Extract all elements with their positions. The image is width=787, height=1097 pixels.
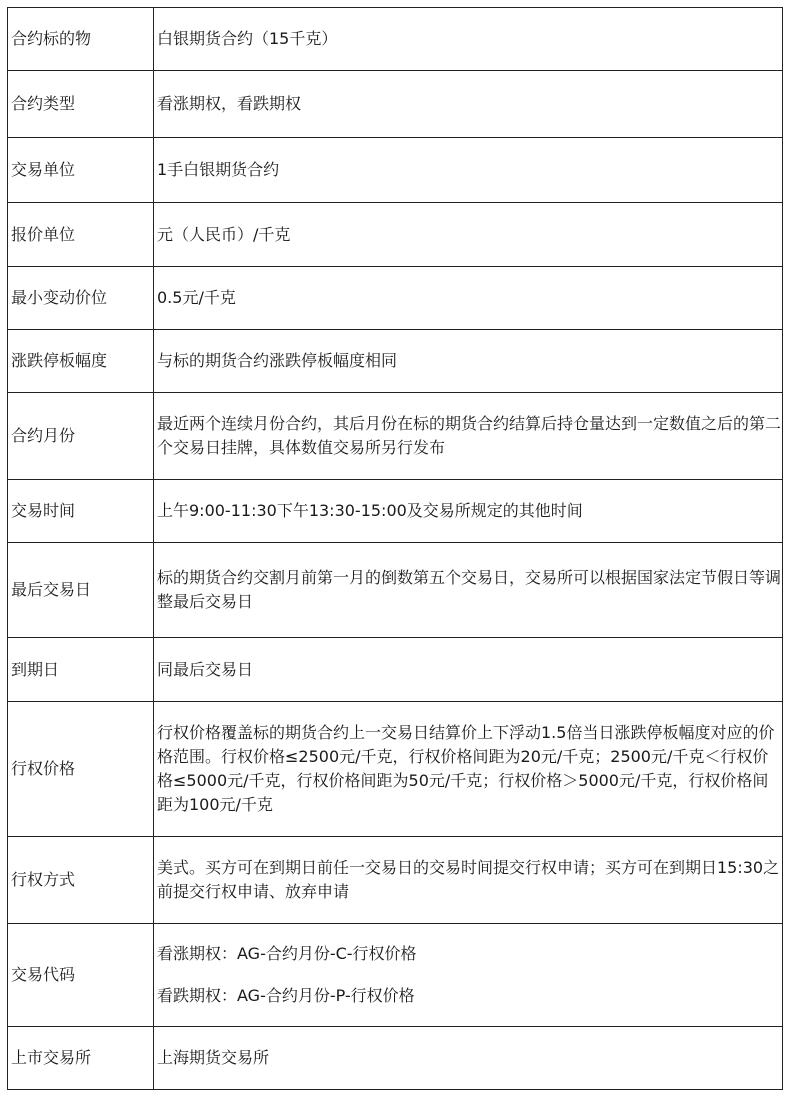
row-value: 美式。买方可在到期日前任一交易日的交易时间提交行权申请；买方可在到期日15:30之前提交行权申请、放弃申请 xyxy=(154,837,783,924)
row-value: 元（人民币）/千克 xyxy=(154,203,783,267)
row-value: 标的期货合约交割月前第一月的倒数第五个交易日，交易所可以根据国家法定节假日等调整最后交易日 xyxy=(154,543,783,638)
table-row xyxy=(8,837,783,924)
row-label: 到期日 xyxy=(8,638,154,702)
table-row xyxy=(8,543,783,638)
row-label: 最后交易日 xyxy=(8,543,154,638)
row-label: 报价单位 xyxy=(8,203,154,267)
row-value: 看涨期权，看跌期权 xyxy=(154,71,783,138)
row-label: 交易代码 xyxy=(8,924,154,1027)
row-label: 交易单位 xyxy=(8,138,154,203)
contract-spec-table xyxy=(7,7,783,1090)
row-label: 合约类型 xyxy=(8,71,154,138)
row-value: 最近两个连续月份合约，其后月份在标的期货合约结算后持仓量达到一定数值之后的第二个交易日挂牌，具体数值交易所另行发布 xyxy=(154,393,783,480)
row-label: 合约标的物 xyxy=(8,8,154,71)
row-value: 0.5元/千克 xyxy=(154,267,783,330)
row-value: 白银期货合约（15千克） xyxy=(154,8,783,71)
table-row xyxy=(8,924,783,1027)
row-value: 上海期货交易所 xyxy=(154,1027,783,1090)
row-label: 行权方式 xyxy=(8,837,154,924)
table-row xyxy=(8,480,783,543)
row-value: 1手白银期货合约 xyxy=(154,138,783,203)
row-label: 最小变动价位 xyxy=(8,267,154,330)
row-value: 行权价格覆盖标的期货合约上一交易日结算价上下浮动1.5倍当日涨跌停板幅度对应的价格范围。行权价格≤2500元/千克，行权价格间距为20元/千克；2500元/千克＜行权价格≤5000元/千克，行权价格间距为50元/千克；行权价格＞5000元/千克，行权价格间距为100元/千克 xyxy=(154,702,783,837)
row-label: 行权价格 xyxy=(8,702,154,837)
trading-code-call: 看涨期权：AG-合约月份-C-行权价格 xyxy=(157,944,417,963)
row-label: 合约月份 xyxy=(8,393,154,480)
table-row xyxy=(8,393,783,480)
table-row xyxy=(8,267,783,330)
table-row xyxy=(8,638,783,702)
row-label: 涨跌停板幅度 xyxy=(8,330,154,393)
row-label: 上市交易所 xyxy=(8,1027,154,1090)
row-value: 与标的期货合约涨跌停板幅度相同 xyxy=(154,330,783,393)
row-label: 交易时间 xyxy=(8,480,154,543)
row-value: 上午9:00-11:30下午13:30-15:00及交易所规定的其他时间 xyxy=(154,480,783,543)
table-row xyxy=(8,330,783,393)
table-row xyxy=(8,1027,783,1090)
table-row xyxy=(8,138,783,203)
trading-code-put: 看跌期权：AG-合约月份-P-行权价格 xyxy=(157,986,415,1005)
table-row xyxy=(8,8,783,71)
row-value xyxy=(154,924,783,1027)
table-row xyxy=(8,702,783,837)
table-row xyxy=(8,71,783,138)
row-value: 同最后交易日 xyxy=(154,638,783,702)
table-row xyxy=(8,203,783,267)
